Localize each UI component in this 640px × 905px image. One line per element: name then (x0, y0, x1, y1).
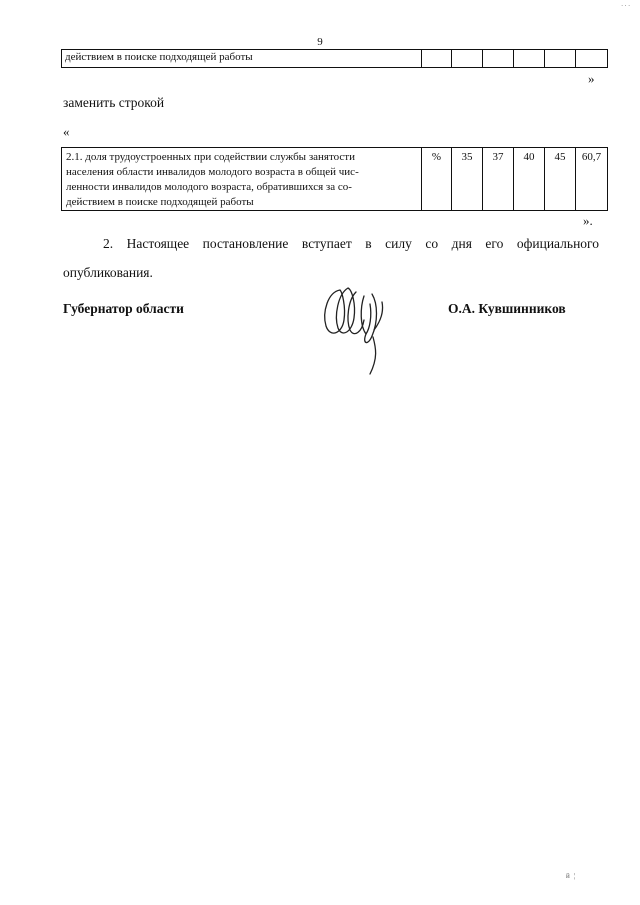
replace-instruction: заменить строкой (63, 95, 165, 110)
closing-quote: » (588, 71, 595, 86)
page-number: 9 (317, 36, 323, 48)
value-cell: 40 (514, 148, 545, 211)
value-cell: 60,7 (576, 148, 608, 211)
effective-clause: 2. Настоящее постановление вступает в силу со дня его официального опубликования. (63, 236, 599, 280)
indicator-description (62, 148, 422, 211)
indicator-line: населения области инвалидов молодого возраста в общей чис- (66, 166, 359, 178)
table-row (62, 148, 608, 211)
scan-mark: й ¦ (566, 872, 576, 880)
indicator-line: действием в поиске подходящей работы (66, 196, 254, 208)
table-cell (576, 50, 608, 68)
corner-mark: . . . (621, 0, 630, 8)
signatory-title: Губернатор области (63, 301, 184, 316)
table-fragment-top (61, 49, 608, 68)
handwritten-signature (318, 282, 390, 378)
opening-quote: « (63, 124, 70, 139)
value-cell: 35 (452, 148, 483, 211)
value-cell: 37 (483, 148, 514, 211)
table-cell (452, 50, 483, 68)
signatory-name: О.А. Кувшинников (448, 301, 566, 316)
table-cell (545, 50, 576, 68)
value-cell: 45 (545, 148, 576, 211)
table-replacement-row (61, 147, 608, 211)
indicator-line: ленности инвалидов молодого возраста, обратившихся за со- (66, 181, 352, 193)
table-cell-text: действием в поиске подходящей работы (62, 50, 422, 68)
table-cell (422, 50, 452, 68)
indicator-line: 2.1. доля трудоустроенных при содействии службы занятости (66, 151, 356, 163)
table-cell (483, 50, 514, 68)
closing-quote: ». (583, 213, 593, 228)
unit-cell: % (422, 148, 452, 211)
table-cell (514, 50, 545, 68)
table-row (62, 50, 608, 68)
